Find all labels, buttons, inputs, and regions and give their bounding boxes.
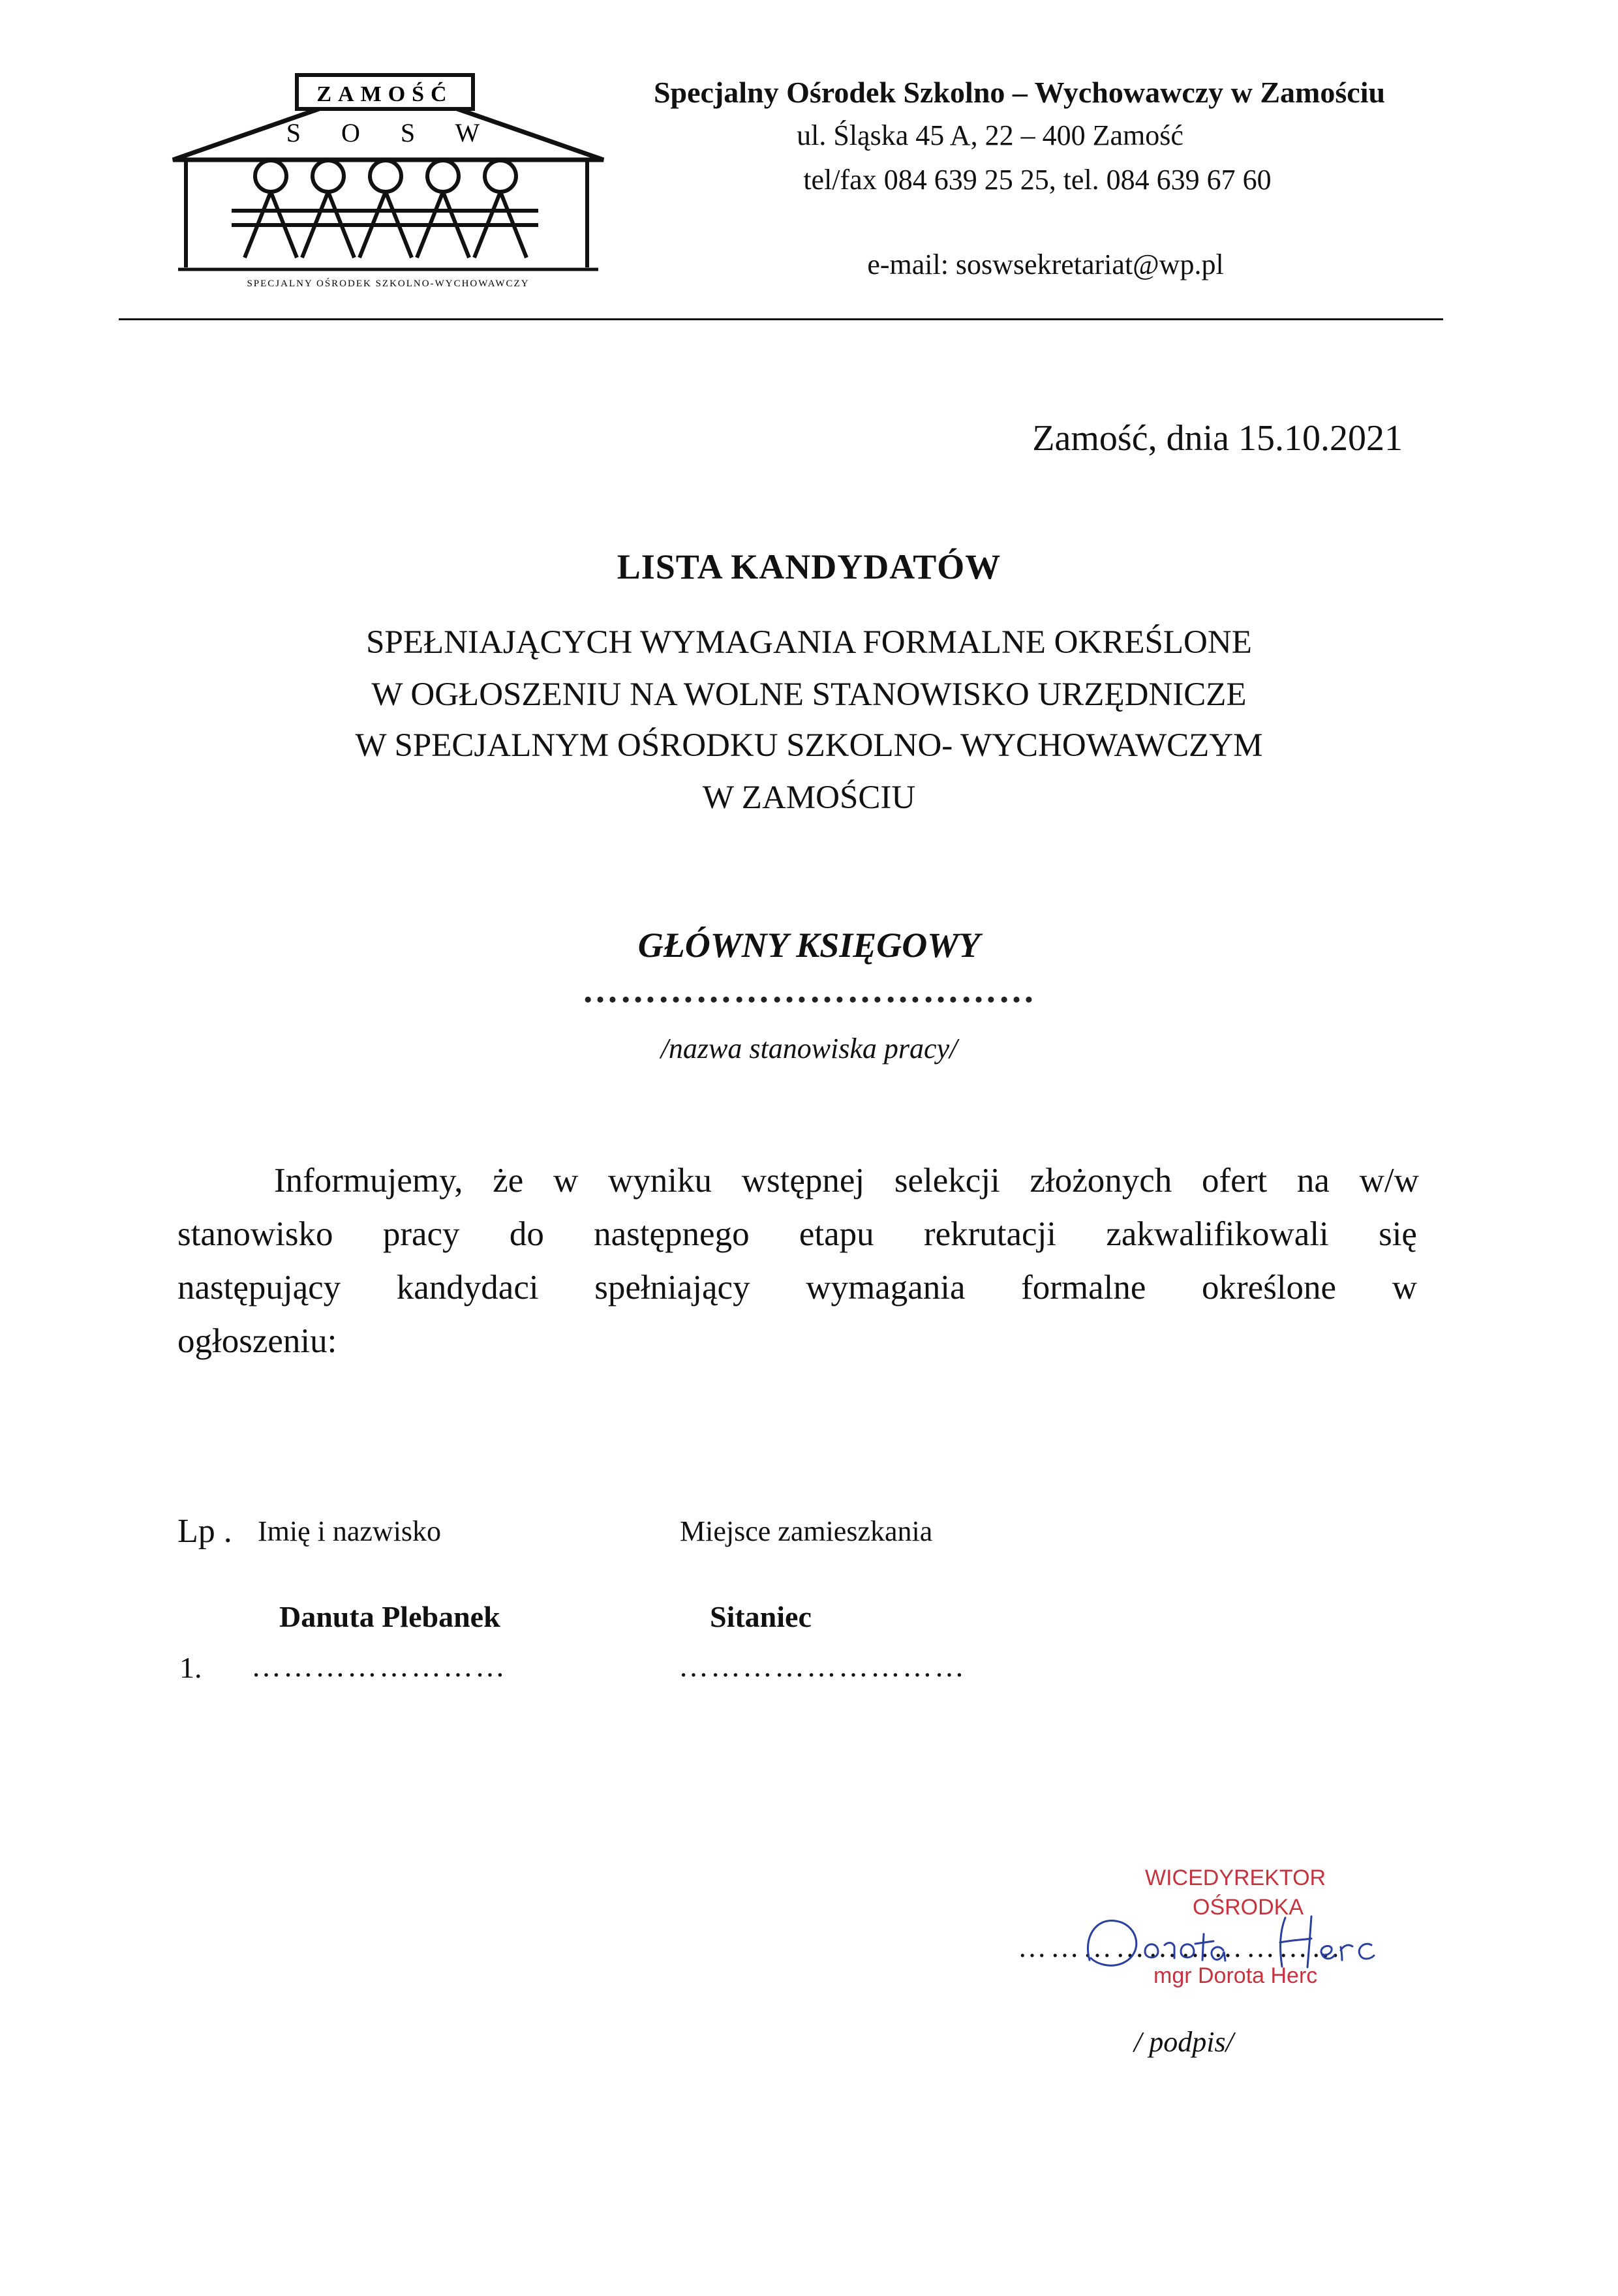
paragraph-word: w <box>553 1162 579 1200</box>
candidate-place: Sitaniec <box>710 1600 812 1633</box>
paragraph-line <box>177 1268 1417 1307</box>
place-dotted-line: ……………………… <box>679 1650 966 1683</box>
signature-dotted-line: ………………………… <box>1018 1931 1344 1963</box>
institution-name: Specjalny Ośrodek Szkolno – Wychowawczy w Zamościu <box>653 76 1386 109</box>
position-caption: /nazwa stanowiska pracy/ <box>660 1033 958 1065</box>
paragraph-word: wyniku <box>608 1162 712 1200</box>
paragraph-word: wstępnej <box>741 1162 865 1200</box>
paragraph-word: zakwalifikowali <box>1106 1215 1329 1253</box>
paragraph-word: wymagania <box>806 1269 966 1307</box>
paragraph-word: w/w <box>1359 1162 1419 1200</box>
paragraph-line <box>274 1161 1419 1200</box>
institution-email: e-mail: soswsekretariat@wp.pl <box>867 249 1224 280</box>
subtitle-line: W ZAMOŚCIU <box>702 779 916 816</box>
paragraph-word: ogłoszeniu: <box>177 1322 337 1360</box>
column-header-place: Miejsce zamieszkania <box>680 1515 933 1547</box>
institution-logo <box>166 62 610 294</box>
paragraph-word: na <box>1296 1162 1330 1200</box>
paragraph-word: następujący <box>177 1269 341 1307</box>
paragraph-word: stanowisko <box>177 1215 333 1253</box>
header-divider <box>119 318 1443 320</box>
signature-caption: / podpis/ <box>1134 2026 1234 2058</box>
institution-address: ul. Śląska 45 A, 22 – 400 Zamość <box>797 119 1183 151</box>
paragraph-word: się <box>1379 1215 1417 1253</box>
paragraph-word: formalne <box>1021 1269 1146 1307</box>
logo-footer-text: SPECJALNY OŚRODEK SZKOLNO-WYCHOWAWCZY <box>247 279 530 289</box>
column-header-lp: Lp . <box>177 1513 232 1550</box>
stamp-title-2: OŚRODKA <box>1193 1895 1304 1920</box>
position-name: GŁÓWNY KSIĘGOWY <box>637 926 981 965</box>
paragraph-word: kandydaci <box>396 1269 539 1307</box>
stamp-title-1: WICEDYREKTOR <box>1145 1865 1326 1890</box>
candidate-name: Danuta Plebanek <box>279 1600 500 1633</box>
paragraph-word: pracy <box>382 1215 460 1253</box>
institution-phones: tel/fax 084 639 25 25, tel. 084 639 67 60 <box>803 164 1272 196</box>
subtitle-line: W OGŁOSZENIU NA WOLNE STANOWISKO URZĘDNICZE <box>371 676 1247 713</box>
paragraph-word: rekrutacji <box>923 1215 1057 1253</box>
paragraph-word: Informujemy, <box>274 1162 463 1200</box>
stamp-name: mgr Dorota Herc <box>1153 1963 1318 1988</box>
paragraph-word: złożonych <box>1030 1162 1172 1200</box>
name-dotted-line: …………………… <box>251 1650 507 1683</box>
paragraph-word: do <box>509 1215 544 1253</box>
paragraph-word: w <box>1392 1269 1417 1307</box>
subtitle-line: W SPECJALNYM OŚRODKU SZKOLNO- WYCHOWAWCZYM <box>355 727 1263 764</box>
candidate-number: 1. <box>179 1651 202 1684</box>
document-date: Zamość, dnia 15.10.2021 <box>1032 418 1403 459</box>
logo-abbreviation: S O S W <box>286 118 497 147</box>
paragraph-word: selekcji <box>894 1162 1000 1200</box>
document-title: LISTA KANDYDATÓW <box>617 547 1001 586</box>
paragraph-word: ofert <box>1202 1162 1268 1200</box>
subtitle-line: SPEŁNIAJĄCYCH WYMAGANIA FORMALNE OKREŚLONE <box>366 624 1252 661</box>
paragraph-word: następnego <box>594 1215 750 1253</box>
paragraph-word: etapu <box>799 1215 874 1253</box>
paragraph-line <box>177 1322 1417 1361</box>
logo-stamp-name: ZAMOŚĆ <box>316 82 453 106</box>
paragraph-word: określone <box>1202 1269 1337 1307</box>
position-dotted-line: ……………………………… <box>582 970 1036 1010</box>
paragraph-word: spełniający <box>594 1269 750 1307</box>
paragraph-word: że <box>493 1162 524 1200</box>
paragraph-line <box>177 1215 1417 1254</box>
column-header-name: Imię i nazwisko <box>258 1515 442 1547</box>
